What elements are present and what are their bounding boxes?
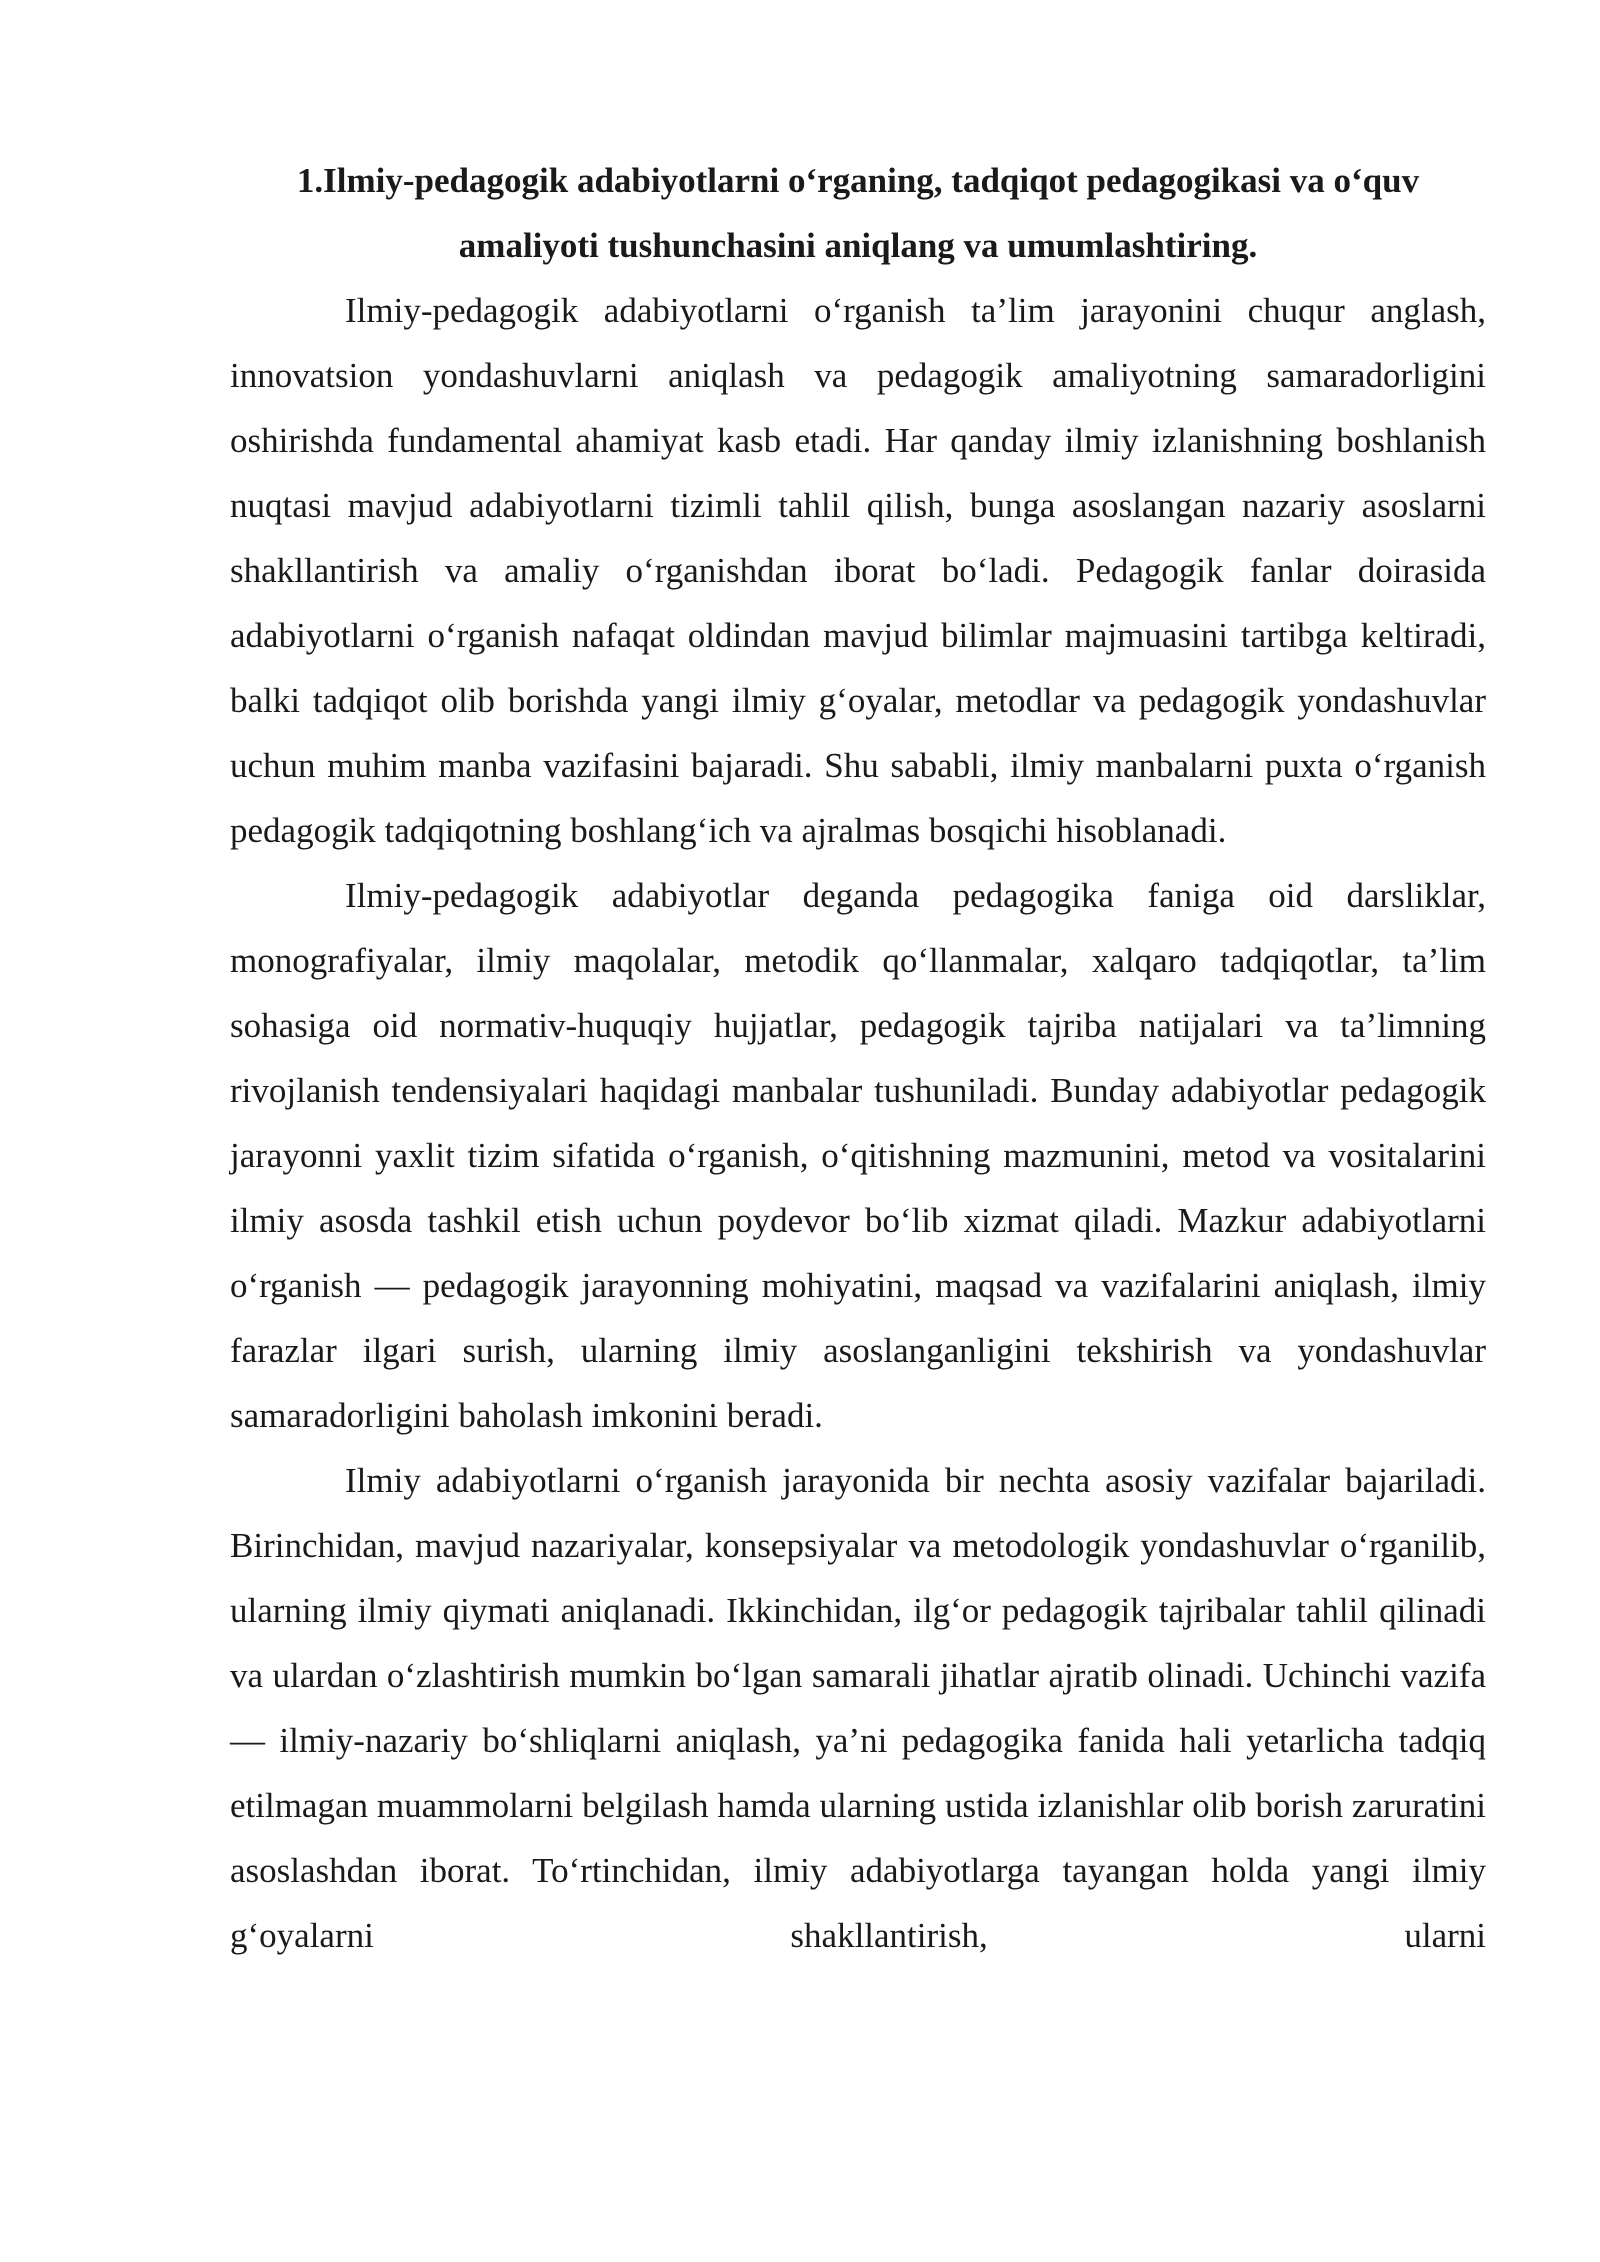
document-body xyxy=(230,148,1486,1968)
paragraph-2: Ilmiy-pedagogik adabiyotlar deganda pedagogika faniga oid darsliklar, monografiyalar, ilmiy maqolalar, metodik qo‘llanmalar, xalqaro tadqiqotlar, ta’lim sohasiga oid normativ-huquqiy hujjatlar, pedagogik tajriba natijalari va ta’limning rivojlanish tendensiyalari haqidagi manbalar tushuniladi. Bunday adabiyotlar pedagogik jarayonni yaxlit tizim sifatida o‘rganish, o‘qitishning mazmunini, metod va vositalarini ilmiy asosda tashkil etish uchun poydevor bo‘lib xizmat qiladi. Mazkur adabiyotlarni o‘rganish — pedagogik jarayonning mohiyatini, maqsad va vazifalarini aniqlash, ilmiy farazlar ilgari surish, ularning ilmiy asoslanganligini tekshirish va yondashuvlar samaradorligini baholash imkonini beradi. xyxy=(230,876,1486,1435)
paragraph-1: Ilmiy-pedagogik adabiyotlarni o‘rganish ta’lim jarayonini chuqur anglash, innovatsion yondashuvlarni aniqlash va pedagogik amaliyotning samaradorligini oshirishda fundamental ahamiyat kasb etadi. Har qanday ilmiy izlanishning boshlanish nuqtasi mavjud adabiyotlarni tizimli tahlil qilish, bunga asoslangan nazariy asoslarni shakllantirish va amaliy o‘rganishdan iborat bo‘ladi. Pedagogik fanlar doirasida adabiyotlarni o‘rganish nafaqat oldindan mavjud bilimlar majmuasini tartibga keltiradi, balki tadqiqot olib borishda yangi ilmiy g‘oyalar, metodlar va pedagogik yondashuvlar uchun muhim manba vazifasini bajaradi. Shu sababli, ilmiy manbalarni puxta o‘rganish pedagogik tadqiqotning boshlang‘ich va ajralmas bosqichi hisoblanadi. xyxy=(230,291,1486,850)
section-heading: 1.Ilmiy-pedagogik adabiyotlarni o‘rganing, tadqiqot pedagogikasi va o‘quv amaliyoti tushunchasini aniqlang va umumlashtiring. xyxy=(296,161,1420,265)
paragraph-3: Ilmiy adabiyotlarni o‘rganish jarayonida bir nechta asosiy vazifalar bajariladi. Birinchidan, mavjud nazariyalar, konsepsiyalar va metodologik yondashuvlar o‘rganilib, ularning ilmiy qiymati aniqlanadi. Ikkinchidan, ilg‘or pedagogik tajribalar tahlil qilinadi va ulardan o‘zlashtirish mumkin bo‘lgan samarali jihatlar ajratib olinadi. Uchinchi vazifa — ilmiy-nazariy bo‘shliqlarni aniqlash, ya’ni pedagogika fanida hali yetarlicha tadqiq etilmagan muammolarni belgilash hamda ularning ustida izlanishlar olib borish zaruratini asoslashdan iborat. To‘rtinchidan, ilmiy adabiyotlarga tayangan holda yangi ilmiy g‘oyalarni shakllantirish, ularni xyxy=(230,1461,1486,1955)
